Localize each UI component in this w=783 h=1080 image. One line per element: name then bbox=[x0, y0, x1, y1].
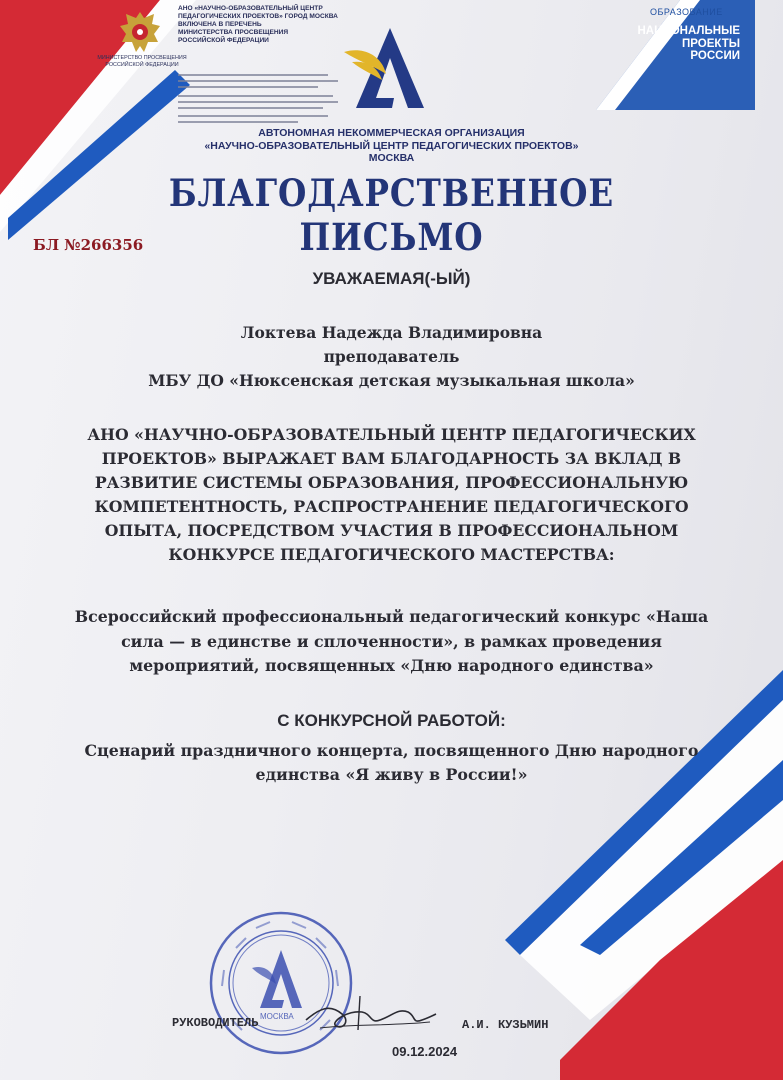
header-org-line: АНО «НАУЧНО-ОБРАЗОВАТЕЛЬНЫЙ ЦЕНТР bbox=[178, 5, 323, 12]
org-line: МОСКВА bbox=[368, 152, 415, 164]
gratitude-line: АНО «НАУЧНО-ОБРАЗОВАТЕЛЬНЫЙ ЦЕНТР ПЕДАГОГИЧЕСКИХ bbox=[87, 425, 696, 444]
ministry-emblem-icon bbox=[114, 8, 166, 56]
recipient-name: Локтева Надежда Владимировна bbox=[240, 323, 543, 342]
signer-role: РУКОВОДИТЕЛЬ bbox=[172, 1016, 259, 1030]
org-line: «НАУЧНО-ОБРАЗОВАТЕЛЬНЫЙ ЦЕНТР ПЕДАГОГИЧЕСКИХ ПРОЕКТОВ» bbox=[204, 139, 579, 152]
work-title bbox=[30, 739, 753, 787]
work-line: единства «Я живу в России!» bbox=[255, 765, 528, 784]
contest-line: мероприятий, посвященных «Дню народного единства» bbox=[129, 656, 654, 675]
header-org-line: МИНИСТЕРСТВА ПРОСВЕЩЕНИЯ bbox=[178, 29, 289, 36]
gratitude-line: КОНКУРСЕ ПЕДАГОГИЧЕСКОГО МАСТЕРСТВА: bbox=[168, 545, 615, 564]
recipient-institution: МБУ ДО «Нюксенская детская музыкальная школа» bbox=[148, 371, 635, 390]
recipient-block bbox=[40, 321, 743, 393]
gratitude-line: КОМПЕТЕНТНОСТЬ, РАСПРОСТРАНЕНИЕ ПЕДАГОГИЧЕСКОГО bbox=[94, 497, 689, 516]
header-fine-print bbox=[178, 72, 343, 124]
gratitude-line: РАЗВИТИЕ СИСТЕМЫ ОБРАЗОВАНИЯ, ПРОФЕССИОНАЛЬНУЮ bbox=[94, 473, 689, 492]
work-line: Сценарий праздничного концерта, посвященного Дню народного bbox=[84, 741, 699, 760]
document-number: БЛ №266356 bbox=[33, 236, 144, 254]
gratitude-line: ПРОЕКТОВ» ВЫРАЖАЕТ ВАМ БЛАГОДАРНОСТЬ ЗА ВКЛАД В bbox=[101, 449, 682, 468]
np-line: ПРОЕКТЫ bbox=[682, 37, 740, 50]
header-org-text bbox=[178, 5, 368, 45]
contest-description bbox=[30, 605, 753, 679]
issue-date: 09.12.2024 bbox=[392, 1044, 458, 1059]
gratitude-line: ОПЫТА, ПОСРЕДСТВОМ УЧАСТИЯ В ПРОФЕССИОНАЛЬНОМ bbox=[104, 521, 679, 540]
header-org-line: ВКЛЮЧЕНА В ПЕРЕЧЕНЬ bbox=[178, 21, 262, 28]
header-org-line: ПЕДАГОГИЧЕСКИХ ПРОЕКТОВ» ГОРОД МОСКВА bbox=[178, 13, 338, 20]
np-education-label: ОБРАЗОВАНИЕ bbox=[650, 7, 723, 17]
org-line: АВТОНОМНАЯ НЕКОММЕРЧЕСКАЯ ОРГАНИЗАЦИЯ bbox=[258, 127, 525, 139]
organization-name bbox=[80, 127, 703, 165]
center-logo-icon bbox=[342, 22, 438, 114]
work-heading: С КОНКУРСНОЙ РАБОТОЙ: bbox=[277, 711, 506, 730]
signer-name: А.И. КУЗЬМИН bbox=[462, 1018, 549, 1032]
np-line: НАЦИОНАЛЬНЫЕ bbox=[637, 25, 740, 37]
contest-line: сила — в единстве и сплоченности», в рамках проведения bbox=[121, 631, 662, 651]
stamp-city: МОСКВА bbox=[260, 1012, 294, 1021]
document-title: БЛАГОДАРСТВЕННОЕ ПИСЬМО bbox=[168, 171, 615, 259]
ministry-label: МИНИСТЕРСТВО ПРОСВЕЩЕНИЯ РОССИЙСКОЙ ФЕДЕРАЦИИ bbox=[97, 55, 187, 68]
handwritten-signature bbox=[300, 990, 440, 1040]
contest-line: Всероссийский профессиональный педагогический конкурс «Наша bbox=[74, 607, 709, 626]
greeting: УВАЖАЕМАЯ(-ЫЙ) bbox=[312, 269, 471, 288]
header-org-line: РОССИЙСКОЙ ФЕДЕРАЦИИ bbox=[178, 37, 269, 44]
np-line: РОССИИ bbox=[690, 50, 740, 62]
gratitude-text bbox=[51, 423, 733, 567]
national-projects-logo bbox=[622, 25, 740, 63]
recipient-position: преподаватель bbox=[323, 347, 460, 366]
